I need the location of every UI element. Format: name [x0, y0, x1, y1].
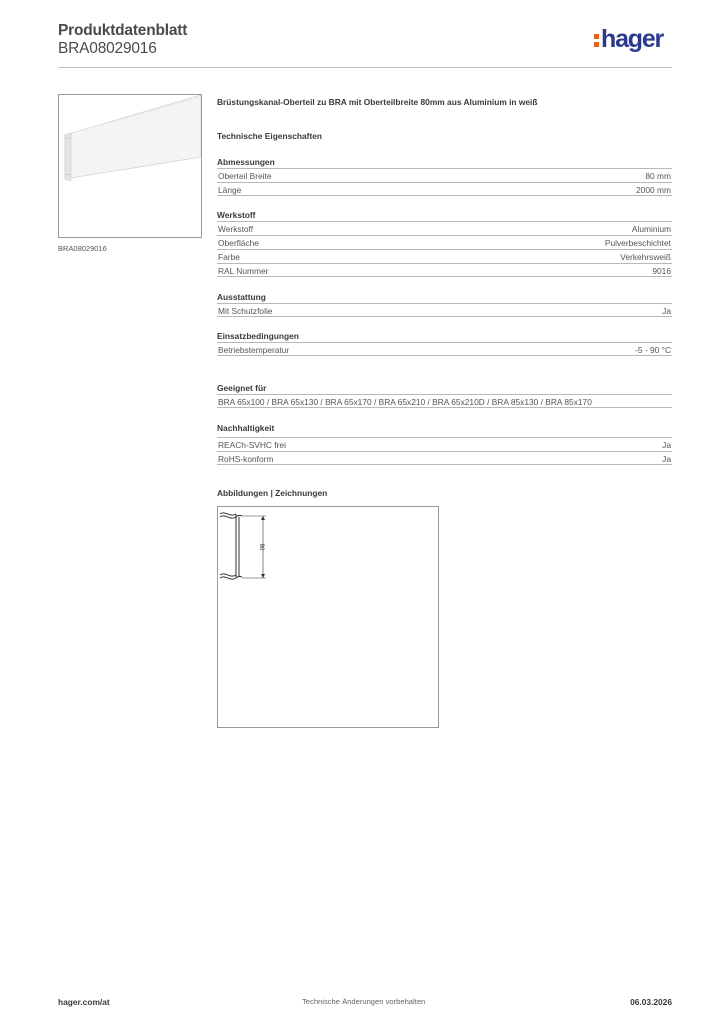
spec-row: [217, 168, 672, 182]
spec-key: Farbe: [218, 252, 240, 262]
logo-text: hager: [601, 25, 664, 53]
header-divider: [58, 67, 672, 68]
product-render: [59, 95, 201, 237]
spec-key: Betriebstemperatur: [218, 345, 290, 355]
section-title-ausstattung: Ausstattung: [217, 292, 266, 302]
section-title-geeignet: Geeignet für: [217, 383, 267, 393]
section-title-abmessungen: Abmessungen: [217, 157, 275, 167]
spec-key: Oberfläche: [218, 238, 259, 248]
spec-key: Oberteil Breite: [218, 171, 272, 181]
spec-key: RoHS-konform: [218, 454, 274, 464]
article-number: BRA08029016: [58, 40, 157, 57]
spec-row: [217, 235, 672, 249]
spec-row: [217, 451, 672, 465]
spec-row: [217, 221, 672, 235]
spec-row: [217, 249, 672, 263]
spec-value: Ja: [662, 454, 671, 464]
spec-value: 9016: [652, 266, 671, 276]
tech-heading: Technische Eigenschaften: [217, 131, 323, 141]
spec-value: Ja: [662, 440, 671, 450]
section-title-einsatzbedingungen: Einsatzbedingungen: [217, 331, 299, 341]
spec-key: RAL Nummer: [218, 266, 269, 276]
technical-drawing: [217, 506, 439, 728]
logo-colon-mark: [594, 31, 599, 48]
section-title-werkstoff: Werkstoff: [217, 210, 256, 220]
footer-note: Technische Änderungen vorbehalten: [302, 997, 426, 1006]
hager-logo: [594, 27, 663, 52]
spec-key: REACh-SVHC frei: [218, 440, 286, 450]
image-caption: BRA08029016: [58, 244, 107, 253]
spec-row: [217, 263, 672, 277]
spec-key: Mit Schutzfolie: [218, 306, 273, 316]
spec-value: Verkehrsweiß: [620, 252, 671, 262]
spec-row: [217, 437, 672, 451]
spec-value: -5 - 90 °C: [635, 345, 671, 355]
drawing-svg: [218, 507, 438, 727]
spec-row: [217, 303, 672, 317]
page-title: Produktdatenblatt: [58, 22, 188, 39]
spec-row: [217, 342, 672, 356]
dimension-label: 80: [258, 543, 264, 551]
spec-row: [217, 394, 672, 408]
footer-website: hager.com/at: [58, 997, 110, 1007]
spec-value: Aluminium: [631, 224, 671, 234]
spec-key: Länge: [218, 185, 242, 195]
spec-value: Ja: [662, 306, 671, 316]
spec-row: [217, 182, 672, 196]
product-description: Brüstungskanal-Oberteil zu BRA mit Oberteilbreite 80mm aus Aluminium in weiß: [217, 97, 538, 107]
spec-value: Pulverbeschichtet: [604, 238, 671, 248]
spec-key: Werkstoff: [218, 224, 254, 234]
compatible-products: BRA 65x100 / BRA 65x130 / BRA 65x170 / BRA 65x210 / BRA 65x210D / BRA 85x130 / BRA 85x170: [218, 397, 592, 407]
figures-title: Abbildungen | Zeichnungen: [217, 488, 328, 498]
footer-date: 06.03.2026: [630, 997, 672, 1007]
section-title-nachhaltigkeit: Nachhaltigkeit: [217, 423, 275, 433]
spec-value: 2000 mm: [636, 185, 671, 195]
product-image: [58, 94, 202, 238]
spec-value: 80 mm: [645, 171, 671, 181]
